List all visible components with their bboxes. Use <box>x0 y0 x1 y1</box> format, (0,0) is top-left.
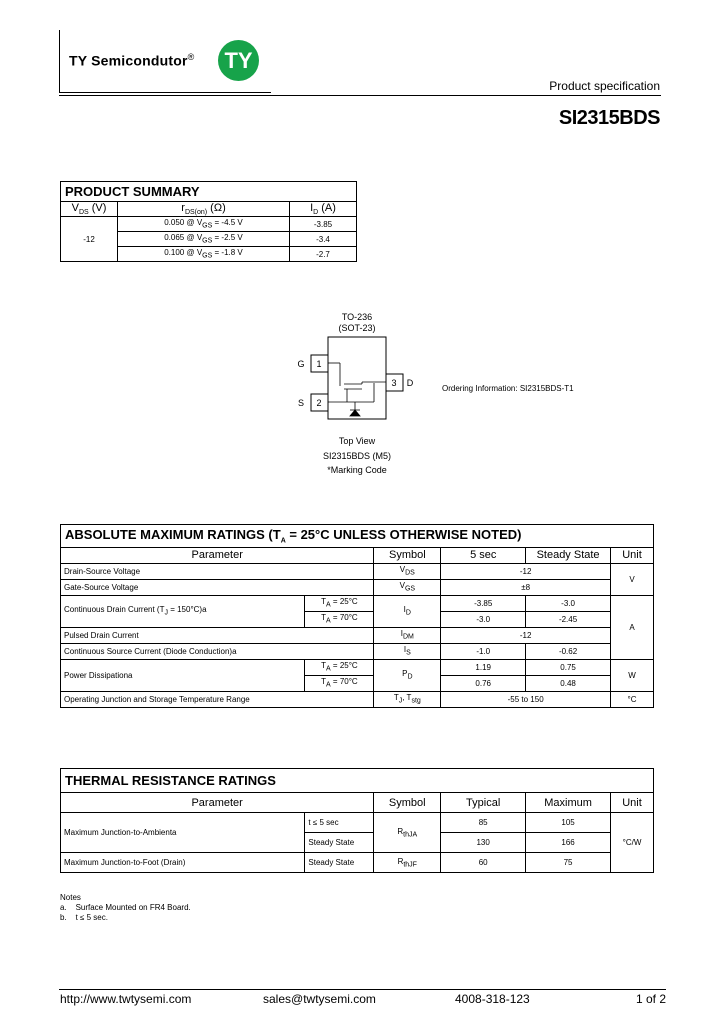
summary-title: PRODUCT SUMMARY <box>61 182 357 202</box>
table-row: 0.065 @ $V_{GS} = -2.5$ V -3.4 <box>61 232 357 247</box>
marking-note: *Marking Code <box>327 465 387 475</box>
package-name: TO-236 <box>341 312 373 322</box>
pin-d-label: D <box>406 378 414 388</box>
amr-title: ABSOLUTE MAXIMUM RATINGS ($T_A = 25^\circ C$ UNLESS OTHERWISE NOTED) <box>61 525 654 548</box>
svg-text:2: 2 <box>316 398 322 408</box>
table-row: Maximum Junction-to-Foot (Drain) Steady State $R_{thJF}$ 60 75 <box>61 853 654 873</box>
table-row: Gate-Source Voltage $V_{GS}$ ±8 <box>61 579 654 595</box>
header-rule <box>59 95 661 96</box>
table-row: Pulsed Drain Current $I_{DM}$ -12 <box>61 627 654 643</box>
page-number: 1 of 2 <box>635 992 666 1006</box>
svg-text:3: 3 <box>391 378 397 388</box>
table-row: $T_A = 70^\circ C$ 0.76 0.48 <box>61 675 654 691</box>
thermal-resistance-table: THERMAL RESISTANCE RATINGS Parameter Symbol Typical Maximum Unit Maximum Junction-to-Ambienta t ≤ 5 sec $R_{thJA}$ 85 105 °C/W Steady State 130 166 Maximum Junction-to-Foot (Drain) Steady State $R_{thJF}$ 60 75 <box>60 768 654 873</box>
part-number: SI2315BDS <box>558 107 660 129</box>
footer-phone: 4008-318-123 <box>455 992 530 1006</box>
pin-g-label: G <box>297 359 305 369</box>
footer-url[interactable]: http://www.twtysemi.com <box>60 992 192 1006</box>
thermal-title: THERMAL RESISTANCE RATINGS <box>61 769 654 793</box>
table-row: Maximum Junction-to-Ambienta t ≤ 5 sec $R_{thJA}$ 85 105 °C/W <box>61 813 654 833</box>
table-row: Operating Junction and Storage Temperature Range $T_J$, $T_{stg}$ -55 to 150 °C <box>61 691 654 707</box>
table-row: $T_A = 70^\circ C$ -3.0 -2.45 <box>61 611 654 627</box>
footer-email[interactable]: sales@twtysemi.com <box>263 992 376 1006</box>
notes: Notes a. Surface Mounted on FR4 Board. b. t ≤ 5 sec. <box>60 893 191 922</box>
package-alt: (SOT-23) <box>338 323 376 333</box>
table-row: Continuous Drain Current $(T_J = 150^\circ C)a$ $T_A = 25^\circ C$ $I_D$ -3.85 -3.0 A <box>61 595 654 611</box>
svg-text:1: 1 <box>316 359 322 369</box>
package-body <box>328 337 386 419</box>
summary-header-id: $I_D$ (A) <box>290 202 357 217</box>
ty-logo: TY <box>218 40 259 81</box>
absolute-max-ratings-table: ABSOLUTE MAXIMUM RATINGS ($T_A = 25^\circ C$ UNLESS OTHERWISE NOTED) Parameter Symbol 5 sec Steady State Unit Drain-Source Voltage $V_{DS}$ -12 V Gate-Source Voltage $V_{GS}$ ±8 Continuous Drain Current $(T_J = 150^\circ C)a$ $T_A = 25^\circ C$ $I_D$ -3.85 -3.0 A $T_A = 70^\circ C$ -3.0 -2.45 Pulsed Drain Current $I_{DM}$ -12 Continuous Source Current (Diode Conduction)a $I_S$ -1.0 -0.62 Power Dissipationa $T_A = 25^\circ C$ $P_D$ 1.19 0.75 W $T_A = 70^\circ C$ 0.76 0.48 Operating Junction and Storage Temperature Range $T_J$, $T_{stg}$ -55 to 150 °C <box>60 524 654 708</box>
table-row: Power Dissipationa $T_A = 25^\circ C$ $P_D$ 1.19 0.75 W <box>61 659 654 675</box>
table-row: 0.100 @ $V_{GS} = -1.8$ V -2.7 <box>61 247 357 262</box>
package-diagram <box>290 310 440 485</box>
summary-header-vds: $V_{DS}$ (V) <box>61 202 118 217</box>
table-row: Drain-Source Voltage $V_{DS}$ -12 V <box>61 563 654 579</box>
summary-header-rds: $r_{DS(on)}$ (Ω) <box>118 202 290 217</box>
table-row: -12 0.050 @ $V_{GS} = -4.5$ V -3.85 <box>61 217 357 232</box>
pin-s-label: S <box>297 398 305 408</box>
spec-label: Product specification <box>549 79 660 93</box>
summary-vds-value: -12 <box>61 217 118 262</box>
view-label: Top View <box>338 436 376 446</box>
brand-name: TY Semicondutor® <box>69 52 195 69</box>
table-row: Steady State 130 166 <box>61 833 654 853</box>
footer-rule <box>59 989 666 990</box>
mosfet-symbol-icon <box>328 363 386 416</box>
ordering-info: Ordering Information: SI2315BDS-T1 <box>442 384 574 393</box>
table-row: Continuous Source Current (Diode Conduction)a $I_S$ -1.0 -0.62 <box>61 643 654 659</box>
product-summary-table <box>60 181 357 262</box>
marking-label: SI2315BDS (M5) <box>322 451 392 461</box>
